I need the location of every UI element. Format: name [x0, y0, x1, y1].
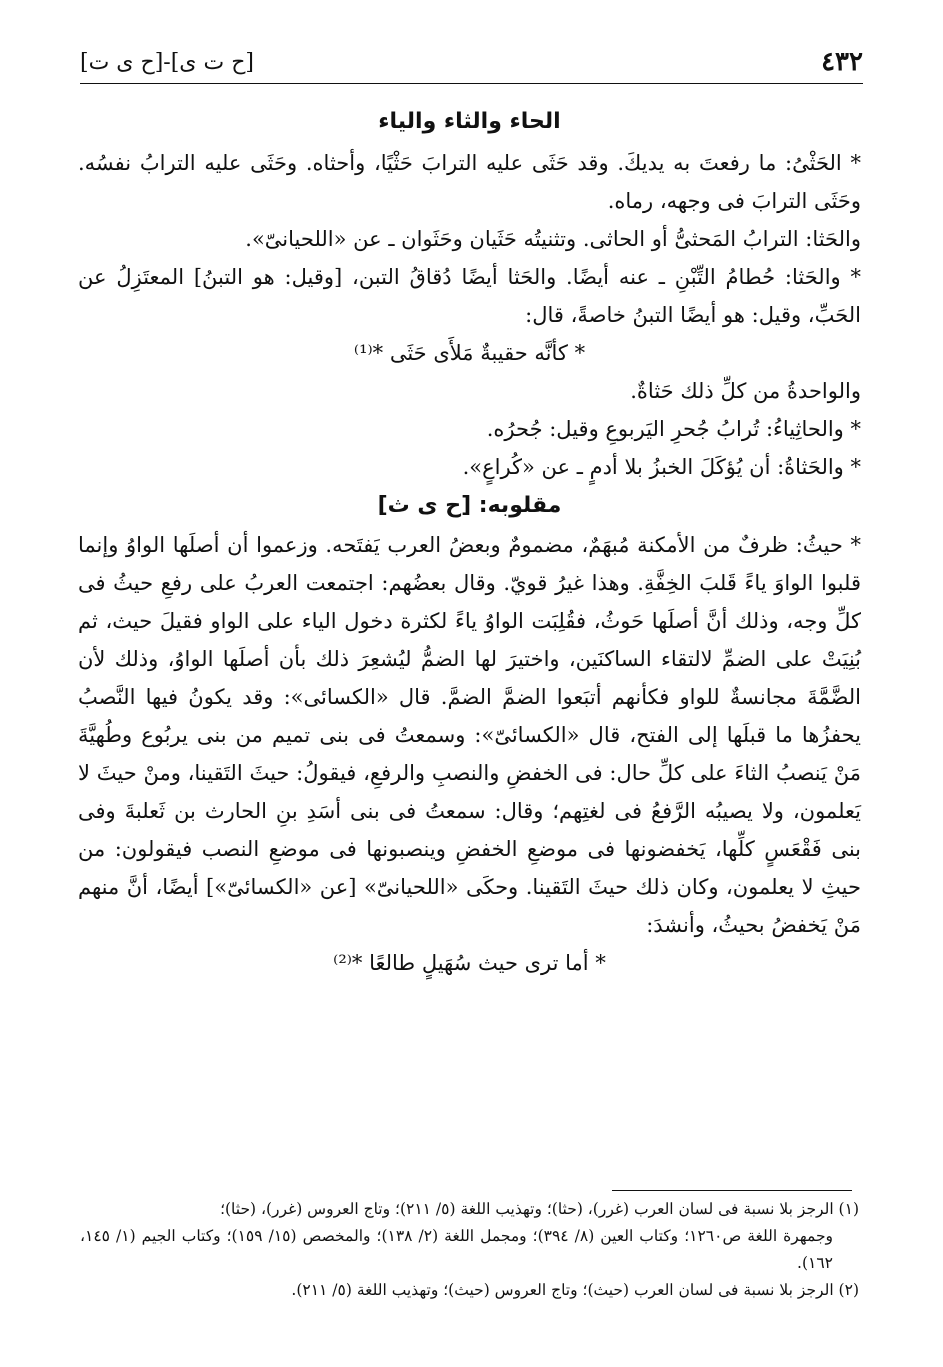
verse-1: * كأنَّه حقيبةٌ مَلأَى حَثَى *⁽¹⁾ [353, 341, 586, 365]
page-number: ٤٣٢ [821, 47, 863, 77]
main-text [78, 100, 861, 982]
footnotes [80, 1196, 859, 1304]
entry-hathiya: * والحاثِياءُ: تُرابُ جُحرِ اليَربوعِ وقيل: جُحرُه. [486, 417, 861, 441]
sub-title-maqlub: مقلوبه: [ح ى ث] [377, 493, 562, 518]
verse-2: * أما ترى حيث سُهَيلٍ طالعًا *⁽²⁾ [333, 951, 606, 975]
entry-haythu: * حيثُ: ظرفٌ من الأمكنة مُبهَمٌ، مضمومٌ وبعضُ العرب يَفتَحه. وزعموا أن أصلَها الواوُ وإنما قلبوا الواوَ ياءً قَلبَ الخِفَّةِ. وهذا غيرُ قويّ. وقال بعضُهم: اجتمعت العربُ على رفعِ حيثُ فى كلِّ وجه، وذلك أنَّ أصلَها حَوثُ، فقُلِبَت الواوُ ياءً لكثرة دخول الياء على الواو فقيلَ حيث، ثم بُنِيَتْ على الضمِّ لالتقاء الساكنَين، واختيرَ لها الضمُّ ليُشعِرَ ذلك بأن أصلَها الواوُ، وذلك لأن الضَّمَّةَ مجانسةٌ للواو فكأنهم أتبَعوا الضمَّ الضمَّ. قال «الكسائى»: وقد يكونُ فيها النَّصبُ يحفزُها ما قبلَها إلى الفتح، قال «الكسائىّ»: وسمعتُ فى بنى تميم من بنى يربُوع وطُهيَّةَ مَنْ يَنصبُ الثاءَ على كلِّ حال: فى الخفضِ والنصبِ والرفعِ، فيقولُ: حيثَ التَقينا، ومنْ حيثَ لا يَعلمون، ولا يصيبُه الرَّفعُ فى لغتِهم؛ وقال: سمعتُ فى بنى أسَدِ بنِ الحارث بن ثَعلبةَ وفى بنى فَقْعَسٍ كلِّها، يَخفضونها فى موضعِ الخفضِ وينصبونها فى موضعِ النصب فيقولون: من حيثِ لا يعلمون، وكان ذلك حيثَ التَقينا. وحكَى «اللحيانىّ» [عن «الكسائىّ»] أيضًا، أنَّ منهم مَنْ يَخفضُ بحيثُ، وأنشدَ: [78, 533, 861, 937]
entry-hathat-khubz: * والحَثاةُ: أن يُؤكَلَ الخبزُ بلا أدمٍ ـ عن «كُراعٍ». [462, 455, 861, 479]
entry-hatha-tibn: * والحَثا: حُطامُ التِّبْنِ ـ عنه أيضًا. والحَثا أيضًا دُقاقُ التبن، [وقيل: هو التبنُ] المعتَزِلُ عن الحَبِّ، وقيل: هو أيضًا التبنُ خاصةً، قال: [78, 265, 861, 327]
root-range-label: [ح ت ى]-[ح ى ت] [80, 49, 255, 75]
entry-hathy: * الحَثْىُ: ما رفعتَ به يديكَ. وقد حَثَى عليه الترابَ حَثْيًا، وأحثاه. وحَثَى عليه الترابُ نفسُه. وحَثَى الترابَ فى وجهه، رماه. [78, 151, 861, 213]
entry-hatha-turab: والحَثا: الترابُ المَحثىُّ أو الحاثى. وتثنيتُه حَثَيان وحَثَوان ـ عن «اللحيانىّ». [245, 227, 861, 251]
running-head [80, 44, 863, 80]
footnote-2-line: (٢) الرجز بلا نسبة فى لسان العرب (حيث)؛ وتاج العروس (حيث)؛ وتهذيب اللغة (٥/ ٢١١). [291, 1281, 859, 1299]
section-title: الحاء والثاء والياء [378, 109, 561, 134]
footnote-1-line: (١) الرجز بلا نسبة فى لسان العرب (غرر)، (حثا)؛ وتهذيب اللغة (٥/ ٢١١)؛ وتاج العروس (غرر)، (حثا)؛ [220, 1200, 859, 1218]
footnote-1 [80, 1196, 859, 1277]
footnote-2 [80, 1277, 859, 1304]
header-rule [80, 83, 863, 84]
footnote-rule [612, 1190, 852, 1191]
footnote-1-continuation: وجمهرة اللغة ص١٢٦٠؛ وكتاب العين (٨/ ٣٩٤)؛ ومجمل اللغة (٢/ ١٣٨)؛ والمخصص (١٥/ ١٥٩)؛ وكتاب الجيم (١/ ١٤٥، ١٦٢). [80, 1227, 834, 1272]
entry-hathat-wahida: والواحدةُ من كلِّ ذلك حَثاةٌ. [630, 379, 861, 403]
